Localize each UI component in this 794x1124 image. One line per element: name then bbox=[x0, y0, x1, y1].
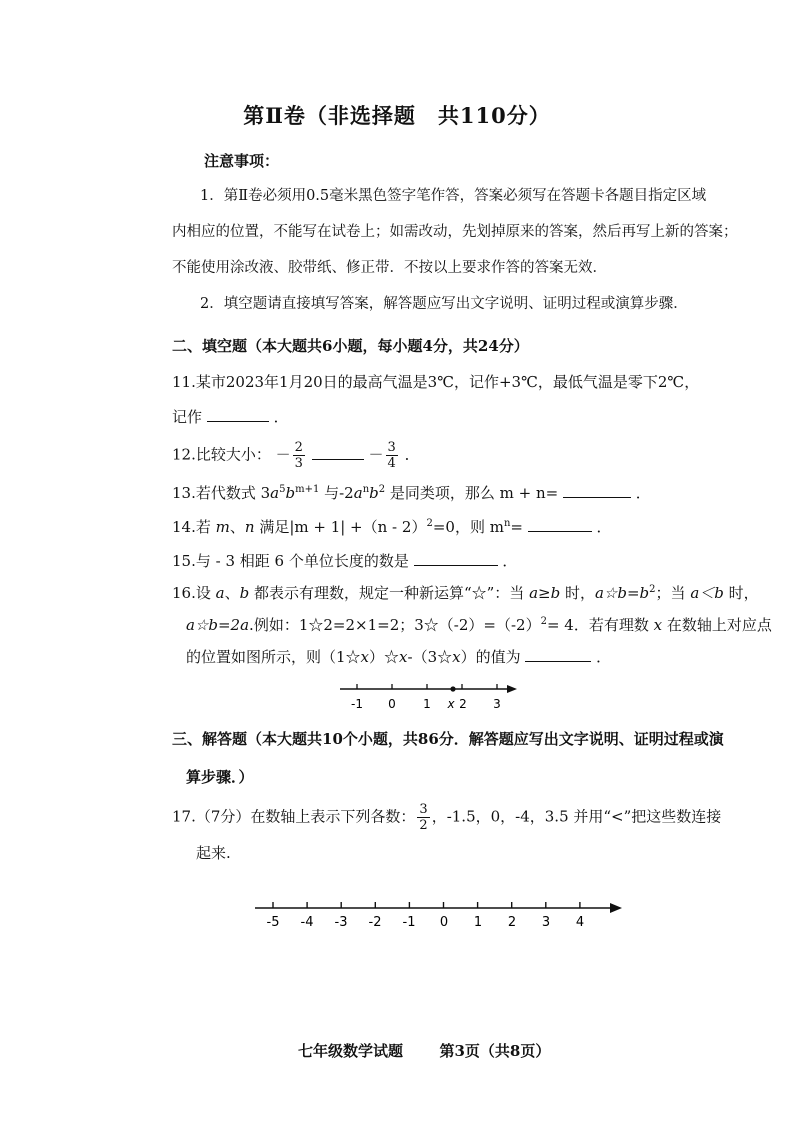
q13-var: b bbox=[369, 484, 379, 502]
question-16-line-2 bbox=[186, 614, 772, 635]
q16-text: 在数轴上对应点 bbox=[662, 616, 772, 634]
point-x bbox=[450, 686, 455, 691]
footer bbox=[298, 1040, 550, 1061]
period: ． bbox=[404, 445, 420, 464]
axis-label: 1 bbox=[423, 697, 431, 711]
q13-text: 是同类项，那么 m + n= bbox=[385, 484, 559, 502]
q16-var: b bbox=[239, 584, 250, 602]
q17-text: ，-1.5，0，-4，3.5 并用“<”把这些数连接 bbox=[431, 807, 722, 826]
q13-exp: m+1 bbox=[295, 484, 320, 495]
note-1-line-2: 内相应的位置，不能写在试卷上；如需改动，先划掉原来的答案，然后再写上新的答案； bbox=[172, 224, 738, 240]
axis-label: 1 bbox=[473, 915, 483, 930]
axis-label: -3 bbox=[334, 915, 348, 930]
question-12 bbox=[172, 440, 420, 471]
q13-var: a bbox=[270, 484, 280, 502]
axis-label: 2 bbox=[507, 915, 517, 930]
q16-text: .例如：1☆2=2×1=2；3☆（-2）=（-2） bbox=[249, 616, 541, 634]
axis-label: 4 bbox=[575, 915, 585, 930]
period: ． bbox=[596, 518, 612, 536]
q15-text: 15.与 - 3 相距 6 个单位长度的数是 bbox=[172, 552, 409, 570]
notes-heading: 注意事项： bbox=[204, 152, 280, 170]
fraction-numerator: 3 bbox=[419, 802, 428, 817]
axis-arrow bbox=[610, 903, 622, 913]
q14-exp: n bbox=[503, 518, 511, 529]
q16-text: 、 bbox=[224, 584, 240, 602]
period: ． bbox=[273, 408, 289, 426]
axis-label: -2 bbox=[368, 915, 382, 930]
answer-blank-12[interactable] bbox=[312, 445, 364, 460]
fraction-numerator: 2 bbox=[294, 440, 303, 455]
answer-blank-16[interactable] bbox=[525, 647, 591, 662]
q16-text: -（3☆ bbox=[407, 648, 453, 666]
question-16-line-1 bbox=[172, 582, 759, 603]
question-15 bbox=[172, 550, 517, 571]
q13-text: 13.若代数式 3 bbox=[172, 484, 271, 502]
axis-label: -1 bbox=[351, 697, 363, 711]
note-1-line-3: 不能使用涂改液、胶带纸、修正带．不按以上要求作答的答案无效． bbox=[172, 260, 607, 276]
q16-exp: 2 bbox=[649, 584, 656, 595]
q14-text: 满足|m + 1| +（n - 2） bbox=[254, 518, 427, 536]
q16-text: = 4．若有理数 bbox=[546, 616, 654, 634]
section-3-heading-line-1: 三、解答题（本大题共10个小题，共86分．解答题应写出文字说明、证明过程或演 bbox=[172, 730, 724, 748]
question-11-line-1: 11.某市2023年1月20日的最高气温是3℃，记作+3℃，最低气温是零下2℃， bbox=[172, 373, 700, 391]
q13-text: 与-2 bbox=[319, 484, 354, 502]
page-title: 第Ⅱ卷（非选择题 共110分） bbox=[243, 103, 551, 128]
axis-label: -5 bbox=[266, 915, 280, 930]
q13-var: a bbox=[353, 484, 363, 502]
axis-label: 2 bbox=[459, 697, 467, 711]
axis-label: -4 bbox=[300, 915, 314, 930]
fraction-denominator: 2 bbox=[419, 818, 428, 833]
q16-text: 时， bbox=[560, 584, 595, 602]
footer-page-number: 第3页（共8页） bbox=[439, 1042, 551, 1060]
fraction-denominator: 4 bbox=[387, 456, 396, 471]
fraction-left bbox=[293, 440, 305, 471]
answer-blank-14[interactable] bbox=[528, 517, 592, 532]
q16-text: ）☆ bbox=[369, 648, 400, 666]
note-1-line-1: 1．第Ⅱ卷必须用0.5毫米黑色签字笔作答，答案必须写在答题卡各题目指定区域 bbox=[200, 188, 707, 204]
q16-var: x bbox=[452, 648, 461, 666]
question-11-line-2 bbox=[172, 406, 289, 427]
q14-text: = bbox=[510, 518, 523, 536]
q13-var: b bbox=[285, 484, 296, 502]
q13-exp: 2 bbox=[378, 484, 386, 495]
fraction-denominator: 3 bbox=[294, 456, 303, 471]
question-11-text: 记作 bbox=[172, 408, 203, 426]
q14-var: m bbox=[215, 518, 230, 536]
q16-var: a≥b bbox=[529, 584, 561, 602]
q14-text: =0，则 m bbox=[432, 518, 504, 536]
q17-text: 17.（7分）在数轴上表示下列各数： bbox=[172, 807, 416, 826]
fraction-right bbox=[386, 440, 398, 471]
question-12-prefix: 12.比较大小： bbox=[172, 445, 271, 464]
axis-label: 0 bbox=[439, 915, 449, 930]
question-16-line-3 bbox=[186, 646, 611, 667]
axis-arrow bbox=[507, 685, 517, 693]
axis-label: -1 bbox=[402, 915, 416, 930]
axis-label: 3 bbox=[493, 697, 501, 711]
q16-var: x bbox=[653, 616, 663, 634]
q17-fraction bbox=[417, 802, 429, 833]
q13-exp: 5 bbox=[279, 484, 286, 495]
period: ． bbox=[596, 648, 612, 666]
q16-var: a☆b=2a bbox=[186, 616, 250, 634]
question-14 bbox=[172, 516, 612, 537]
minus-sign: － bbox=[368, 445, 384, 464]
q16-text: 16.设 bbox=[172, 584, 216, 602]
minus-sign: － bbox=[275, 445, 291, 464]
q16-text: 的位置如图所示，则（1☆ bbox=[186, 648, 361, 666]
q16-var: x bbox=[399, 648, 408, 666]
q16-text: 都表示有理数，规定一种新运算“☆”：当 bbox=[249, 584, 530, 602]
period: ． bbox=[635, 484, 651, 502]
q16-var: x bbox=[360, 648, 370, 666]
q16-text: ；当 bbox=[655, 584, 691, 602]
note-2: 2．填空题请直接填写答案，解答题应写出文字说明、证明过程或演算步骤． bbox=[200, 296, 688, 312]
period: ． bbox=[502, 552, 518, 570]
axis-label: 3 bbox=[541, 915, 551, 930]
question-17-line-2: 起来. bbox=[196, 844, 231, 862]
footer-subject: 七年级数学试题 bbox=[298, 1042, 404, 1060]
q16-text: ）的值为 bbox=[460, 648, 521, 666]
question-17-line-1 bbox=[172, 802, 721, 833]
q16-var: a☆b=b bbox=[594, 584, 650, 602]
question-13 bbox=[172, 482, 651, 503]
q16-var: a bbox=[215, 584, 225, 602]
q16-number-line bbox=[335, 676, 525, 716]
section-3-heading-line-2: 算步骤．） bbox=[186, 768, 254, 786]
q14-text: 、 bbox=[229, 518, 245, 536]
q13-exp: n bbox=[362, 484, 370, 495]
q17-number-line bbox=[250, 896, 630, 936]
answer-blank-11[interactable] bbox=[207, 407, 269, 422]
axis-label-x: x bbox=[447, 697, 455, 711]
axis-label: 0 bbox=[388, 697, 396, 711]
q16-text: 时， bbox=[723, 584, 759, 602]
fraction-numerator: 3 bbox=[387, 440, 396, 455]
q16-exp: 2 bbox=[540, 616, 547, 627]
answer-blank-15[interactable] bbox=[414, 551, 498, 566]
q16-var: a＜b bbox=[690, 584, 724, 602]
answer-blank-13[interactable] bbox=[563, 483, 631, 498]
section-2-heading: 二、填空题（本大题共6小题，每小题4分，共24分） bbox=[172, 337, 529, 355]
q14-exp: 2 bbox=[426, 518, 433, 529]
q14-var: n bbox=[244, 518, 255, 536]
q14-text: 14.若 bbox=[172, 518, 216, 536]
